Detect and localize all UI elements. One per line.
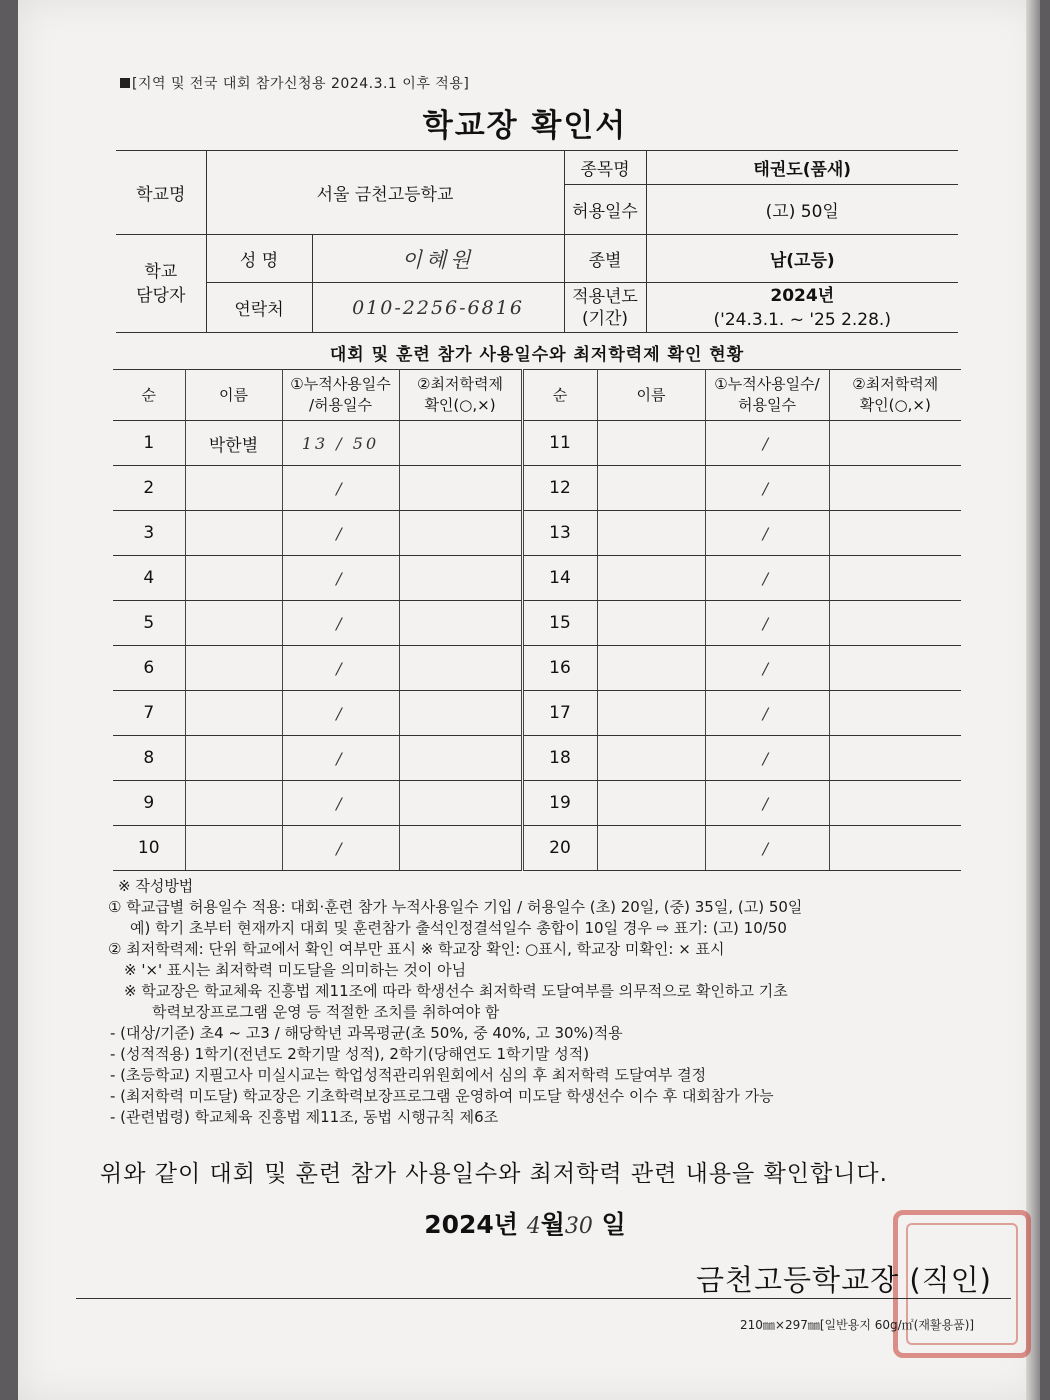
row-name [185, 556, 282, 601]
row-min [399, 421, 522, 466]
row-days: / [705, 691, 829, 736]
row-days: / [705, 421, 829, 466]
row-name [597, 736, 705, 781]
col-days-right: ①누적사용일수/ 허용일수 [705, 370, 829, 421]
table-row [113, 511, 961, 556]
row-name [185, 646, 282, 691]
row-name: 박한별 [185, 421, 282, 466]
row-no: 4 [113, 556, 185, 601]
header-note-text: [지역 및 전국 대회 참가신청용 2024.3.1 이후 적용] [132, 76, 470, 92]
row-no: 19 [522, 781, 597, 826]
row-name [597, 511, 705, 556]
col-days-left: ①누적사용일수 /허용일수 [282, 370, 399, 421]
name-value: 이혜원 [312, 235, 564, 283]
row-days: / [282, 556, 399, 601]
row-min [399, 646, 522, 691]
school-name-label: 학교명 [116, 151, 206, 235]
note-line: ※ 작성방법 [118, 877, 194, 895]
col-name-left: 이름 [185, 370, 282, 421]
year-cell [646, 283, 958, 333]
row-days: / [282, 781, 399, 826]
confirmation-statement: 위와 같이 대회 및 훈련 참가 사용일수와 최저학력 관련 내용을 확인합니다. [100, 1161, 888, 1187]
event-value: 태권도(품새) [646, 151, 958, 185]
row-no: 20 [522, 826, 597, 871]
row-name [185, 601, 282, 646]
row-min [829, 421, 961, 466]
row-min [829, 826, 961, 871]
category-label: 종별 [564, 235, 646, 283]
row-name [185, 826, 282, 871]
row-no: 3 [113, 511, 185, 556]
row-no: 17 [522, 691, 597, 736]
principal-signature: 금천고등학교장 (직인) [696, 1263, 992, 1297]
note-line: - (관련법령) 학교체육 진흥법 제11조, 동법 시행규칙 제6조 [110, 1108, 499, 1126]
school-name-value: 서울 금천고등학교 [206, 151, 564, 235]
col-no-right: 순 [522, 370, 597, 421]
row-no: 11 [522, 421, 597, 466]
row-name [597, 601, 705, 646]
status-table [113, 369, 961, 871]
note-line: ※ 학교장은 학교체육 진흥법 제11조에 따라 학생선수 최저학력 도달여부를 의무적으로 확인하고 기초 [124, 982, 788, 1000]
row-no: 1 [113, 421, 185, 466]
contact-person-label: 학교 담당자 [116, 235, 206, 333]
row-min [829, 466, 961, 511]
row-min [399, 601, 522, 646]
note-line: - (초등학교) 지필고사 미실시교는 학업성적관리위원회에서 심의 후 최저학력 도달여부 결정 [110, 1066, 707, 1084]
row-name [597, 781, 705, 826]
row-days: / [282, 601, 399, 646]
note-line: ① 학교급별 허용일수 적용: 대회·훈련 참가 누적사용일수 기입 / 허용일수 (초) 20일, (중) 35일, (고) 50일 [108, 898, 803, 916]
row-name [597, 646, 705, 691]
row-days: / [705, 556, 829, 601]
row-min [829, 646, 961, 691]
row-days: / [705, 466, 829, 511]
row-days: / [282, 466, 399, 511]
info-table [116, 150, 958, 333]
table-row [113, 556, 961, 601]
row-min [399, 781, 522, 826]
row-days: / [282, 691, 399, 736]
row-min [399, 691, 522, 736]
note-line: ※ '×' 표시는 최저학력 미도달을 의미하는 것이 아님 [124, 961, 467, 979]
allowed-days-value: (고) 50일 [646, 185, 958, 235]
col-min-left: ②최저학력제 확인(○,×) [399, 370, 522, 421]
row-min [399, 826, 522, 871]
note-line: - (대상/기준) 초4 ~ 고3 / 해당학년 과목평균(초 50%, 중 40%, 고 30%)적용 [110, 1024, 623, 1042]
note-line: - (최저학력 미도달) 학교장은 기초학력보장프로그램 운영하여 미도달 학생선수 이수 후 대회참가 가능 [110, 1087, 774, 1105]
date-month: 4 [526, 1214, 541, 1239]
year-value: 2024년 [770, 285, 835, 306]
row-no: 5 [113, 601, 185, 646]
note-line: ② 최저학력제: 단위 학교에서 확인 여부만 표시 ※ 학교장 확인: ○표시, 학교장 미확인: × 표시 [108, 940, 725, 958]
row-name [597, 466, 705, 511]
table-row [113, 826, 961, 871]
row-min [399, 466, 522, 511]
row-no: 14 [522, 556, 597, 601]
status-body [113, 421, 961, 871]
row-days: / [705, 781, 829, 826]
footer-divider [76, 1298, 1011, 1299]
row-name [597, 691, 705, 736]
table-row [113, 421, 961, 466]
category-value: 남(고등) [646, 235, 958, 283]
row-days: / [705, 826, 829, 871]
name-label: 성 명 [206, 235, 312, 283]
note-line: - (성적적용) 1학기(전년도 2학기말 성적), 2학기(당해연도 1학기말 성적) [110, 1045, 590, 1063]
row-name [185, 466, 282, 511]
row-days: / [705, 601, 829, 646]
row-no: 2 [113, 466, 185, 511]
year-label: 적용년도 (기간) [564, 283, 646, 333]
status-title: 대회 및 훈련 참가 사용일수와 최저학력제 확인 현황 [329, 345, 745, 365]
allowed-days-label: 허용일수 [564, 185, 646, 235]
period-value: ('24.3.1. ~ '25 2.28.) [713, 309, 891, 330]
table-row [113, 466, 961, 511]
note-line: 학력보장프로그램 운영 등 적절한 조치를 취하여야 함 [152, 1003, 500, 1021]
col-min-right: ②최저학력제 확인(○,×) [829, 370, 961, 421]
date-year: 2024년 [424, 1210, 518, 1239]
row-min [829, 601, 961, 646]
row-name [597, 556, 705, 601]
table-row [113, 646, 961, 691]
phone-value: 010-2256-6816 [312, 283, 564, 333]
row-no: 10 [113, 826, 185, 871]
event-label: 종목명 [564, 151, 646, 185]
row-days: / [705, 646, 829, 691]
date-day: 30 [564, 1214, 593, 1239]
row-no: 7 [113, 691, 185, 736]
row-min [829, 781, 961, 826]
row-min [829, 511, 961, 556]
row-no: 9 [113, 781, 185, 826]
table-row [113, 736, 961, 781]
row-no: 6 [113, 646, 185, 691]
date-month-unit: 월 [540, 1210, 565, 1239]
paper-spec: 210㎜×297㎜[일반용지 60g/㎡(재활용품)] [740, 1318, 975, 1332]
header-note [120, 73, 469, 93]
row-no: 15 [522, 601, 597, 646]
row-no: 8 [113, 736, 185, 781]
col-name-right: 이름 [597, 370, 705, 421]
row-days: / [705, 511, 829, 556]
row-name [185, 736, 282, 781]
row-min [399, 511, 522, 556]
row-days: / [282, 646, 399, 691]
row-no: 12 [522, 466, 597, 511]
row-name [597, 826, 705, 871]
table-row [113, 781, 961, 826]
col-no-left: 순 [113, 370, 185, 421]
note-line: 예) 학기 초부터 현재까지 대회 및 훈련참가 출석인정결석일수 총합이 10일 경우 ⇨ 표기: (고) 10/50 [130, 919, 787, 937]
row-days: / [282, 826, 399, 871]
row-min [829, 556, 961, 601]
row-name [185, 511, 282, 556]
writing-instructions [108, 876, 998, 1128]
table-row [113, 601, 961, 646]
date-day-unit: 일 [601, 1210, 626, 1239]
row-no: 16 [522, 646, 597, 691]
row-days: / [705, 736, 829, 781]
paper-edge [1026, 0, 1040, 1400]
row-name [597, 421, 705, 466]
document-title: 학교장 확인서 [422, 108, 628, 144]
row-name [185, 781, 282, 826]
row-days: / [282, 511, 399, 556]
row-days: / [282, 736, 399, 781]
row-days: 13 / 50 [282, 421, 399, 466]
row-no: 18 [522, 736, 597, 781]
row-name [185, 691, 282, 736]
phone-label: 연락처 [206, 283, 312, 333]
row-min [829, 736, 961, 781]
row-no: 13 [522, 511, 597, 556]
row-min [829, 691, 961, 736]
table-row [113, 691, 961, 736]
row-min [399, 556, 522, 601]
row-min [399, 736, 522, 781]
